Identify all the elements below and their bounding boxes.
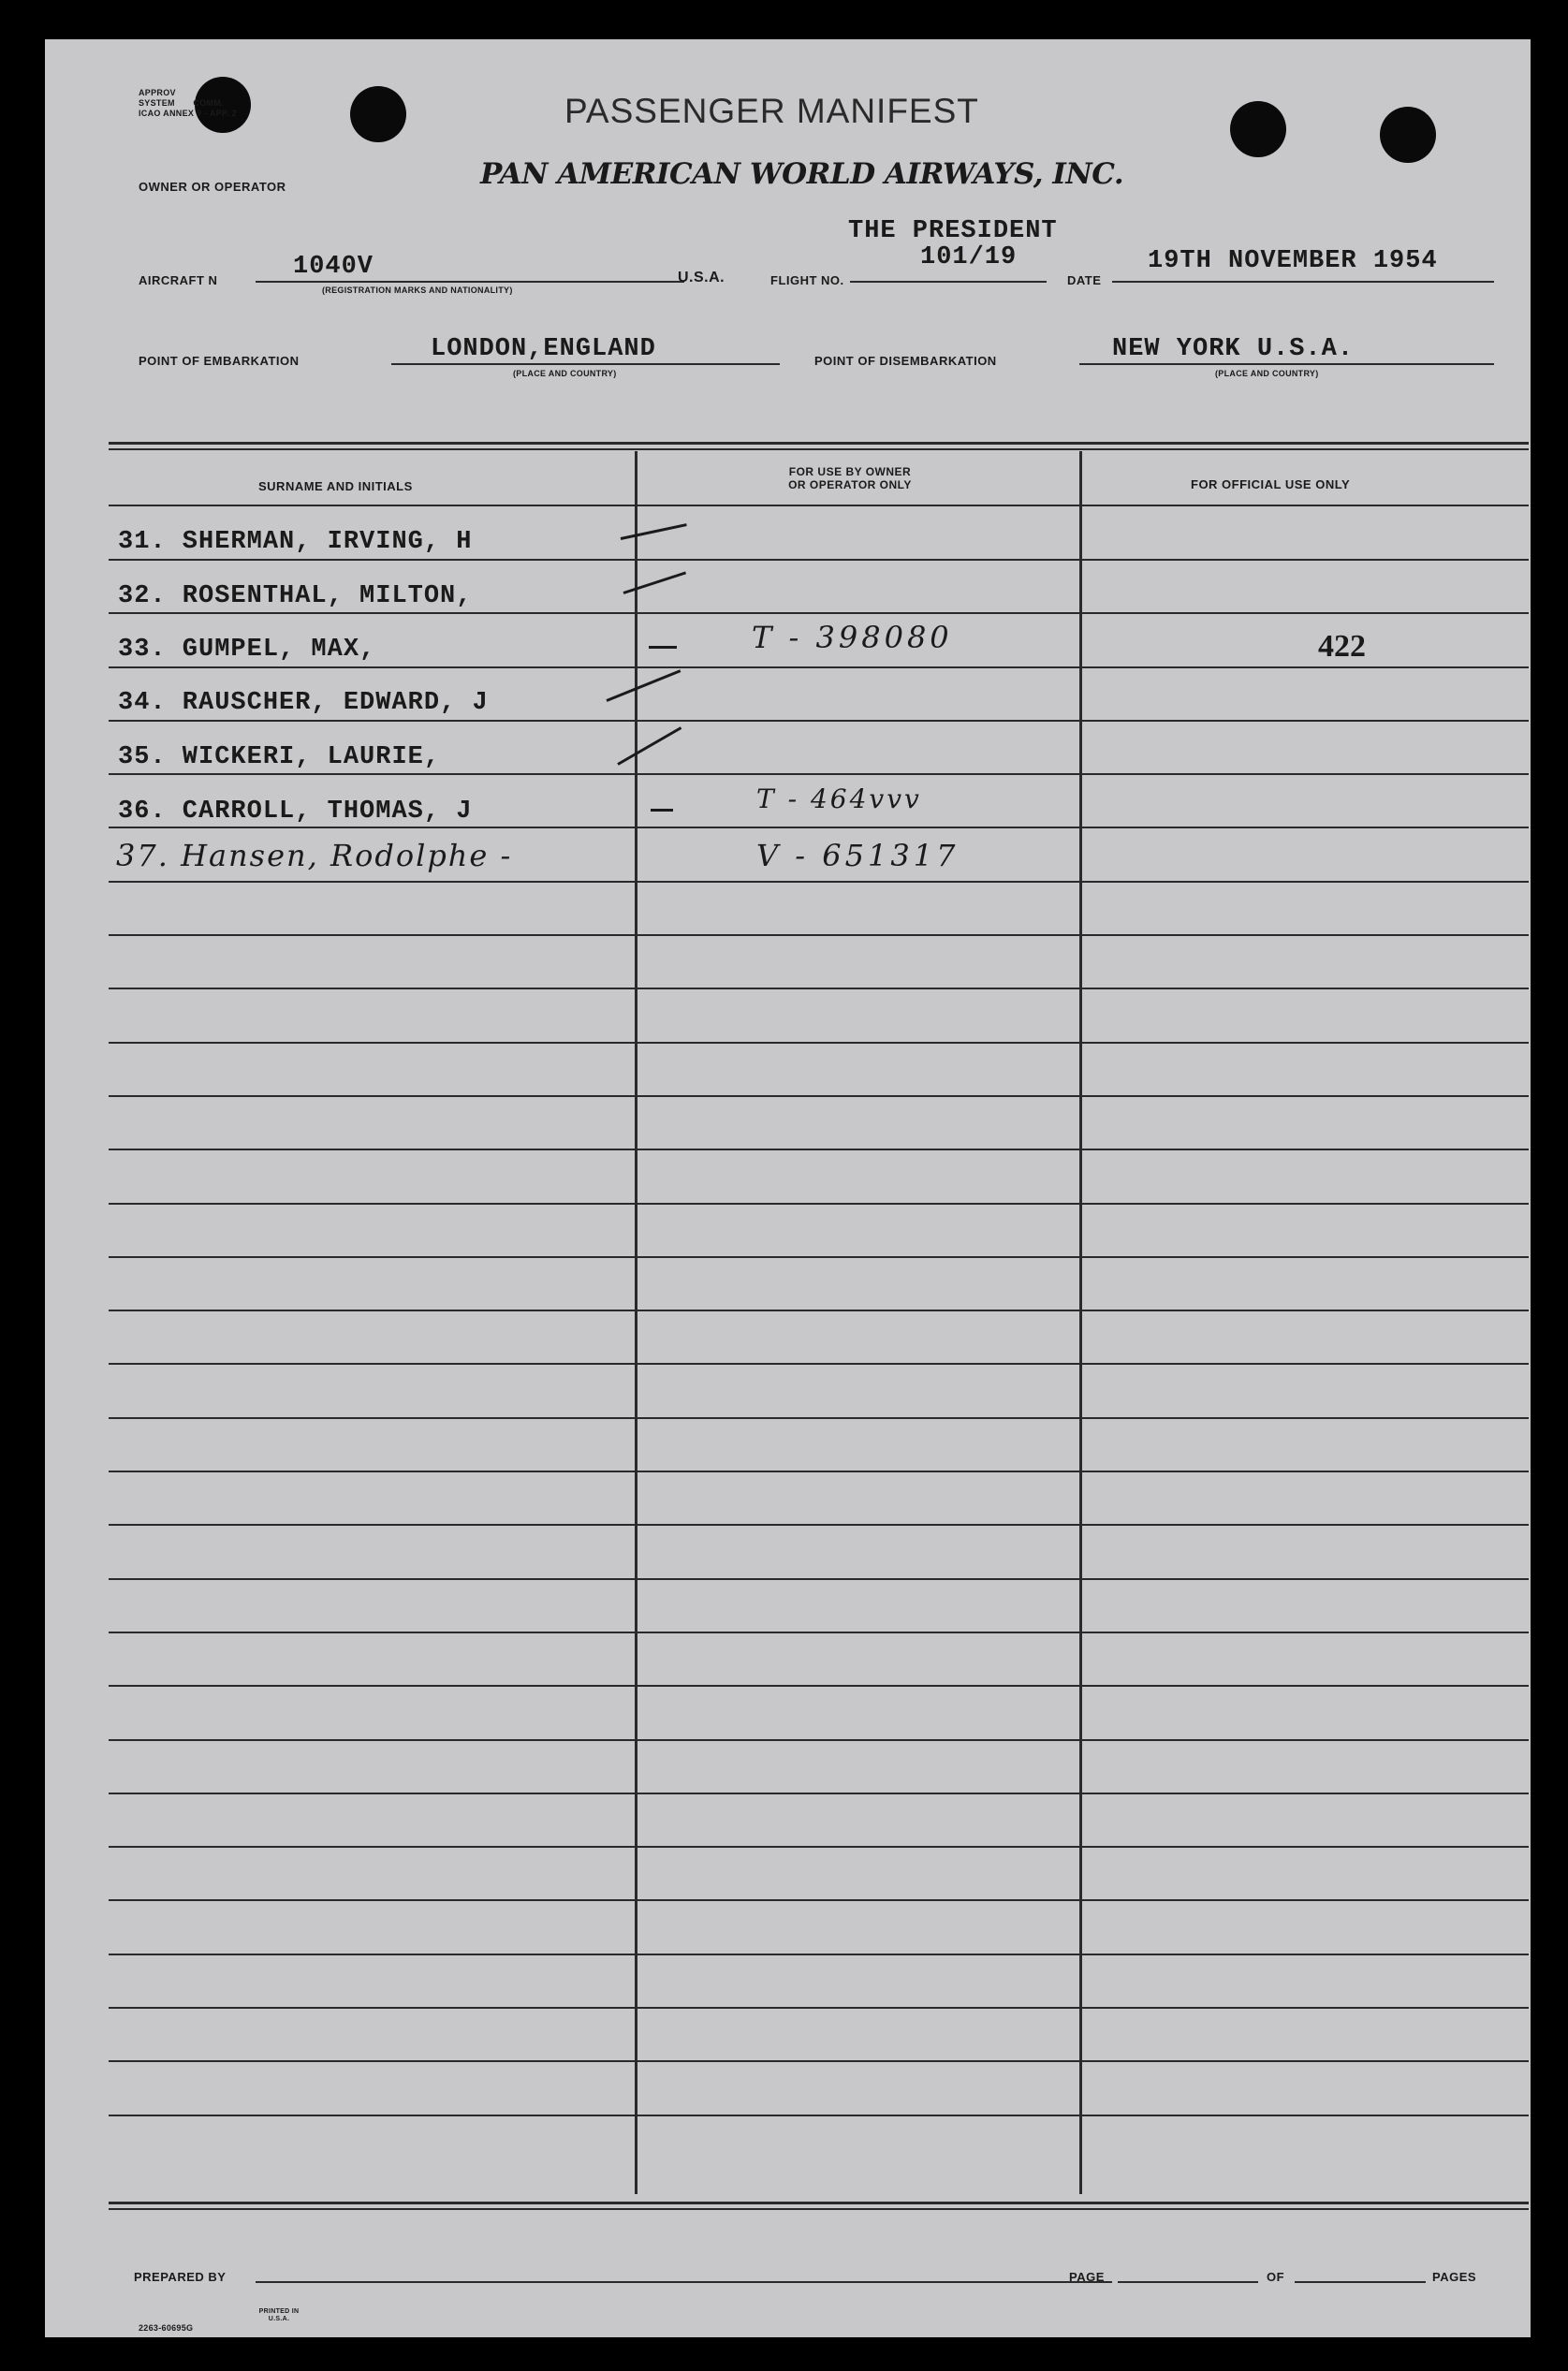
row-rule [109, 559, 1529, 561]
pages-label: PAGES [1432, 2270, 1477, 2284]
row-rule [109, 2115, 1529, 2116]
row-rule [109, 1793, 1529, 1794]
row-rule [109, 1310, 1529, 1311]
airline-name: PAN AMERICAN WORLD AIRWAYS, INC. [480, 157, 1124, 191]
punch-hole [1230, 101, 1286, 157]
punch-hole [350, 86, 406, 142]
date-label: DATE [1067, 273, 1102, 287]
disembarkation-value: NEW YORK U.S.A. [1112, 335, 1355, 363]
row-rule [109, 1524, 1529, 1526]
row-rule [109, 1256, 1529, 1258]
check-mark [649, 646, 677, 649]
manifest-sheet [45, 39, 1531, 2337]
disembarkation-sublabel: (PLACE AND COUNTRY) [1215, 369, 1319, 378]
passenger-name: 31. SHERMAN, IRVING, H [118, 528, 473, 556]
aircraft-country: U.S.A. [678, 270, 725, 285]
row-rule [109, 612, 1529, 614]
form-number: 2263-60695G [139, 2323, 194, 2333]
flight-value: 101/19 [920, 243, 1018, 271]
row-rule [109, 1471, 1529, 1472]
row-rule [109, 1632, 1529, 1633]
passenger-name: 34. RAUSCHER, EDWARD, J [118, 689, 489, 717]
row-rule [109, 1042, 1529, 1044]
row-rule [109, 773, 1529, 775]
passenger-name: 35. WICKERI, LAURIE, [118, 743, 441, 771]
row-rule [109, 988, 1529, 989]
column-header-surname: SURNAME AND INITIALS [258, 479, 413, 493]
row-rule [109, 1095, 1529, 1097]
of-label: OF [1267, 2270, 1285, 2284]
column-header-official: FOR OFFICIAL USE ONLY [1191, 477, 1351, 491]
owner-label: OWNER OR OPERATOR [139, 180, 286, 194]
punch-hole [1380, 107, 1436, 163]
row-rule [109, 1846, 1529, 1848]
approval-line: ICAO ANNEX 9 - APP. 2 [139, 109, 237, 118]
page-title: PASSENGER MANIFEST [564, 92, 979, 130]
row-rule [109, 505, 1529, 506]
row-rule [109, 1363, 1529, 1365]
row-rule [109, 1203, 1529, 1205]
row-rule [109, 1149, 1529, 1150]
page-label: PAGE [1069, 2270, 1105, 2284]
row-rule [109, 1899, 1529, 1901]
column-divider [1079, 451, 1082, 2194]
row-rule [109, 666, 1529, 668]
passenger-owner-ref: T - 398080 [752, 620, 953, 655]
row-rule [109, 1685, 1529, 1687]
table-top-rule [109, 442, 1529, 445]
check-mark [651, 809, 673, 812]
passenger-name: 32. ROSENTHAL, MILTON, [118, 582, 473, 610]
column-header-owner-line: OR OPERATOR ONLY [788, 478, 912, 491]
embarkation-value: LONDON,ENGLAND [431, 335, 656, 363]
approval-comm: COMM. [193, 98, 224, 108]
printed-mark: PRINTED IN U.S.A. [258, 2308, 300, 2322]
column-header-owner [747, 465, 953, 491]
column-header-owner-line: FOR USE BY OWNER [788, 465, 912, 478]
row-rule [109, 2060, 1529, 2062]
flight-label: FLIGHT NO. [770, 273, 844, 287]
check-mark [617, 726, 681, 766]
passenger-name: 37. Hansen, Rodolphe - [116, 838, 513, 873]
approval-line: SYSTEM [139, 98, 175, 108]
check-mark [621, 523, 687, 540]
flight-name: THE PRESIDENT [848, 217, 1058, 245]
check-mark [623, 571, 687, 593]
passenger-name: 33. GUMPEL, MAX, [118, 636, 376, 664]
row-rule [109, 881, 1529, 883]
passenger-official-ref: 422 [1318, 629, 1366, 664]
embarkation-label: POINT OF EMBARKATION [139, 354, 300, 368]
check-mark [606, 669, 681, 702]
row-rule [109, 1739, 1529, 1741]
row-rule [109, 720, 1529, 722]
aircraft-sublabel: (REGISTRATION MARKS AND NATIONALITY) [322, 285, 513, 295]
aircraft-value: 1040V [293, 253, 374, 281]
column-divider [635, 451, 637, 2194]
disembarkation-label: POINT OF DISEMBARKATION [814, 354, 997, 368]
row-rule [109, 2007, 1529, 2009]
prepared-by-label: PREPARED BY [134, 2270, 227, 2284]
passenger-owner-ref: V - 651317 [756, 838, 960, 873]
approval-stamp [139, 88, 237, 119]
row-rule [109, 1417, 1529, 1419]
row-rule [109, 827, 1529, 828]
row-rule [109, 1954, 1529, 1955]
passenger-owner-ref: T - 464vvv [756, 783, 922, 814]
row-rule [109, 1578, 1529, 1580]
approval-line: APPROV [139, 88, 176, 97]
passenger-name: 36. CARROLL, THOMAS, J [118, 798, 473, 826]
aircraft-label: AIRCRAFT N [139, 273, 218, 287]
row-rule [109, 934, 1529, 936]
date-value: 19TH NOVEMBER 1954 [1148, 247, 1438, 275]
embarkation-sublabel: (PLACE AND COUNTRY) [513, 369, 617, 378]
